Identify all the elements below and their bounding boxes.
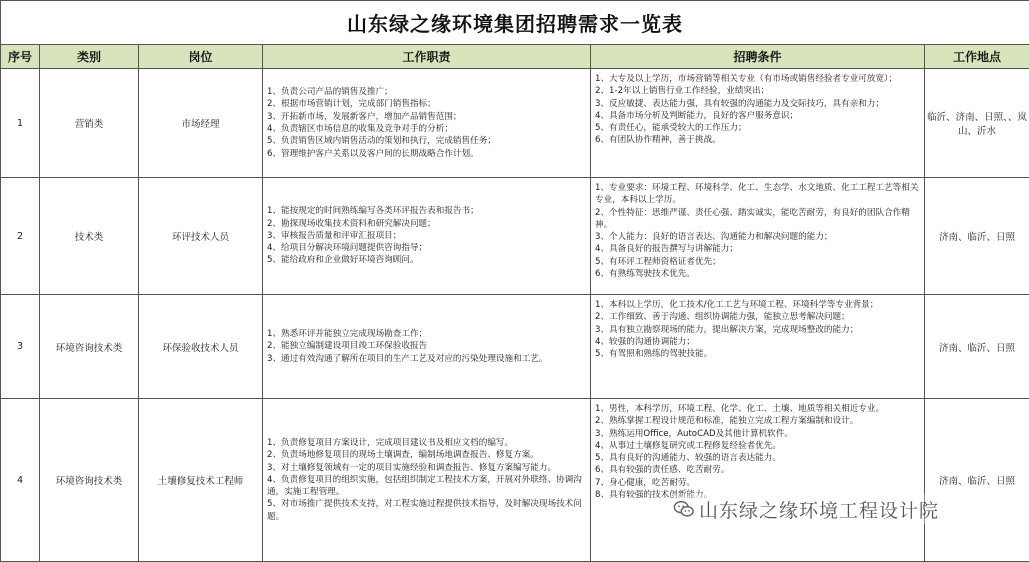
row-requirements [591,295,925,399]
requirement-line: 2、个性特征：思维严谨、责任心强、踏实诚实，能吃苦耐劳，有良好的团队合作精神。 [595,207,921,232]
header-row [1,45,1029,69]
wechat-icon [673,498,695,520]
header-position: 岗位 [139,45,263,69]
duty-line: 2、勘探现场收集技术资料和研究解决问题； [267,218,586,230]
duty-line: 5、负责销售区域内销售活动的策划和执行，完成销售任务； [267,135,586,147]
duty-line: 1、熟悉环评并能独立完成现场勘查工作； [267,328,586,340]
requirement-line: 6、有团队协作精神，善于挑战。 [595,134,921,146]
row-location: 临沂、济南、日照、、岚山、沂水 [925,69,1029,178]
table-row [1,178,1029,295]
duty-line: 6、管理维护客户关系以及客户间的长期战略合作计划。 [267,148,586,160]
duty-line: 4、负责辖区市场信息的收集及竞争对手的分析； [267,123,586,135]
table-row [1,399,1029,562]
requirement-line: 2、1-2年以上销售行业工作经验，业绩突出； [595,85,921,97]
duty-line: 5、对市场推广提供技术支持，对工程实施过程提供技术指导，及时解决现场技术问题。 [267,498,586,523]
row-category: 环境咨询技术类 [40,399,139,562]
row-duties [263,178,591,295]
requirement-line: 4、从事过土壤修复研究或工程修复经验者优先。 [595,440,921,452]
requirement-line: 7、身心健康，吃苦耐劳。 [595,477,921,489]
table-title: 山东绿之缘环境集团招聘需求一览表 [1,1,1029,45]
row-requirements [591,178,925,295]
requirement-line: 5、具有良好的沟通能力、较强的语言表达能力。 [595,452,921,464]
row-requirements [591,399,925,562]
row-no: 4 [1,399,40,562]
duty-line: 1、能按规定的时间熟练编写各类环评报告表和报告书； [267,205,586,217]
requirement-line: 8、具有较强的技术创新能力。 [595,489,921,501]
duty-line: 4、负责修复项目的组织实施，包括组织制定工程技术方案，开展对外联络、协调沟通，实施工程管理。 [267,474,586,499]
header-category: 类别 [40,45,139,69]
requirement-line: 5、有责任心，能承受较大的工作压力； [595,122,921,134]
duty-line: 2、能独立编制建设项目竣工环保验收报告 [267,340,586,352]
duty-line: 4、给项目分解决环境问题提供咨询指导； [267,242,586,254]
header-requirements: 招聘条件 [591,45,925,69]
row-category: 营销类 [40,69,139,178]
row-duties [263,295,591,399]
row-position: 环保验收技术人员 [139,295,263,399]
duty-line: 1、负责公司产品的销售及推广； [267,86,586,98]
row-category: 技术类 [40,178,139,295]
duty-line: 1、负责修复项目方案设计，完成项目建议书及相应文档的编写。 [267,437,586,449]
requirement-line: 2、工作细致、善于沟通、组织协调能力强，能独立思考解决问题； [595,311,921,323]
row-location: 济南、临沂、日照 [925,399,1029,562]
row-location: 济南、临沂、日照 [925,295,1029,399]
requirement-line: 1、本科以上学历，化工技术/化工工艺与环境工程、环境科学等专业背景； [595,299,921,311]
requirement-line: 1、专业要求：环境工程、环境科学、化工、生态学、水文地质、化工工程工艺等相关专业，本科以上学历。 [595,182,921,207]
row-position: 市场经理 [139,69,263,178]
table-row [1,295,1029,399]
watermark-text: 山东绿之缘环境工程设计院 [699,496,939,523]
requirement-line: 6、有熟练驾驶技术优先。 [595,268,921,280]
duty-line: 2、负责场地修复项目的现场土壤调查，编制场地调查报告、修复方案。 [267,449,586,461]
requirement-line: 5、有环评工程师资格证者优先； [595,256,921,268]
watermark [673,494,1013,524]
requirement-line: 3、熟练运用Office，AutoCAD及其他计算机软件。 [595,428,921,440]
requirement-line: 1、男性，本科学历，环境工程、化学、化工、土壤、地质等相关相近专业。 [595,403,921,415]
row-location: 济南、临沂、日照 [925,178,1029,295]
requirement-line: 4、具备市场分析及判断能力，良好的客户服务意识； [595,110,921,122]
duty-line: 2、根据市场营销计划，完成部门销售指标； [267,98,586,110]
row-position: 环评技术人员 [139,178,263,295]
header-duties: 工作职责 [263,45,591,69]
requirement-line: 1、大专及以上学历，市场营销等相关专业（有市场或销售经验者专业可放宽）； [595,73,921,85]
requirement-line: 3、个人能力：良好的语言表达、沟通能力和解决问题的能力； [595,231,921,243]
requirement-line: 4、较强的沟通协调能力； [595,336,921,348]
requirement-line: 3、反应敏捷、表达能力强，具有较强的沟通能力及交际技巧，具有亲和力； [595,98,921,110]
row-position: 土壤修复技术工程师 [139,399,263,562]
duty-line: 5、能给政府和企业做好环境咨询顾问。 [267,254,586,266]
requirement-line: 5、有驾照和熟练的驾驶技能。 [595,348,921,360]
row-duties [263,69,591,178]
duty-line: 3、通过有效沟通了解所在项目的生产工艺及对应的污染处理设施和工艺。 [267,353,586,365]
row-no: 1 [1,69,40,178]
row-requirements [591,69,925,178]
requirement-line: 4、具备良好的报告撰写与讲解能力； [595,243,921,255]
table-row [1,69,1029,178]
row-no: 3 [1,295,40,399]
row-no: 2 [1,178,40,295]
requirement-line: 3、具有独立勘察现场的能力，提出解决方案，完成现场整改的能力； [595,324,921,336]
header-location: 工作地点 [925,45,1029,69]
header-no: 序号 [1,45,40,69]
requirement-line: 6、具有较强的责任感、吃苦耐劳。 [595,464,921,476]
duty-line: 3、审核报告质量和评审汇报项目； [267,230,586,242]
row-duties [263,399,591,562]
duty-line: 3、对土壤修复领域有一定的项目实施经验和调查报告、修复方案编写能力。 [267,462,586,474]
requirement-line: 2、熟练掌握工程设计规范和标准，能独立完成工程方案编制和设计。 [595,415,921,427]
row-category: 环境咨询技术类 [40,295,139,399]
duty-line: 3、开拓新市场，发展新客户，增加产品销售范围； [267,111,586,123]
